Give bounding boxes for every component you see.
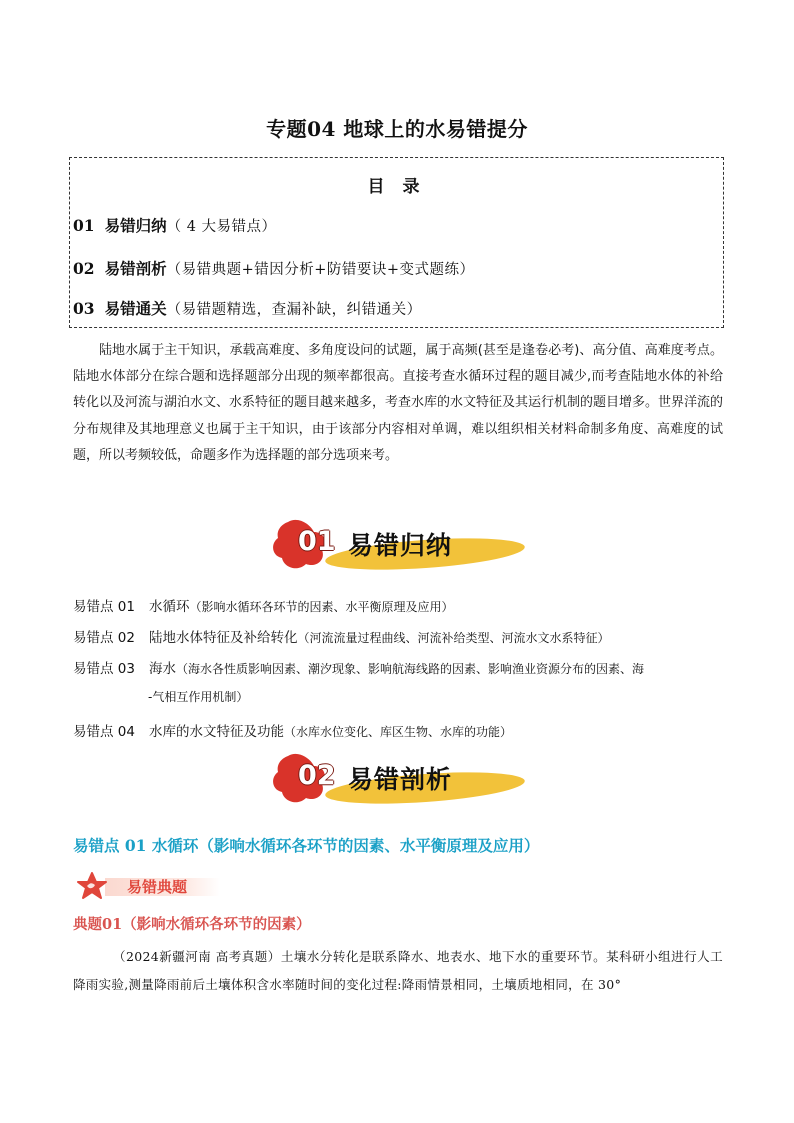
toc-row-label: 易错归纳: [104, 216, 167, 235]
toc-row-desc: （易错题精选，查漏补缺，纠错通关）: [166, 302, 422, 318]
error-point-desc: （影响水循环各环节的因素、水平衡原理及应用）: [189, 600, 454, 614]
example-body: （2024新疆河南 高考真题）土壤水分转化是联系降水、地表水、地下水的重要环节。某科研小组进行人工降雨实验,测量降雨前后土壤体积含水率随时间的变化过程:降雨情景相同，土壤质地相同，在 30°: [73, 949, 723, 992]
page-title: 专题04 地球上的水易错提分: [266, 117, 528, 141]
banner-title: 易错归纳: [348, 531, 453, 560]
error-point-key: 易错点 01: [73, 599, 135, 615]
error-point-name: 水循环: [149, 599, 190, 615]
section-heading: 易错点 01 水循环（影响水循环各环节的因素、水平衡原理及应用）: [73, 836, 540, 855]
error-point-desc: （水库水位变化、库区生物、水库的功能）: [284, 725, 513, 739]
error-point-name: 陆地水体特征及补给转化: [149, 630, 298, 646]
error-point-desc: （海水各性质影响因素、潮汐现象、影响航海线路的因素、影响渔业资源分布的因素、海: [176, 662, 645, 676]
error-point-02: [73, 626, 610, 646]
typical-question-tag: [75, 872, 220, 898]
error-point-name: 水库的水文特征及功能: [149, 724, 284, 740]
example-title: 典题01（影响水循环各环节的因素）: [73, 916, 311, 933]
section-banner-01: [270, 518, 540, 570]
toc-row-num: 02: [73, 259, 95, 278]
error-point-03: [73, 657, 644, 677]
toc-row-label: 易错通关: [104, 299, 167, 318]
error-point-name: 海水: [149, 661, 176, 677]
error-point-key: 易错点 04: [73, 724, 135, 740]
toc-row-num: 03: [73, 299, 95, 318]
toc-row-desc: （ 4 大易错点）: [166, 219, 277, 235]
error-point-key: 易错点 03: [73, 661, 135, 677]
banner-title: 易错剖析: [348, 765, 453, 794]
error-point-04: [73, 720, 512, 740]
error-point-desc: （河流流量过程曲线、河流补给类型、河流水文水系特征）: [297, 631, 610, 645]
toc-row-label: 易错剖析: [104, 259, 167, 278]
error-point-01: [73, 595, 454, 615]
banner-number: 02: [298, 760, 336, 791]
toc-row-num: 01: [73, 216, 95, 235]
intro-paragraph: 陆地水属于主干知识，承载高难度、多角度设问的试题，属于高频(甚至是逢卷必考)、高分值、高难度考点。陆地水体部分在综合题和选择题部分出现的频率都很高。直接考查水循环过程的题目减少,而考查陆地水体的补给转化以及河流与湖泊水文、水系特征的题目越来越多，考查水库的水文特征及其运行机制的题目增多。世界洋流的分布规律及其地理意义也属于主干知识，由于该部分内容相对单调，难以组织相关材料命制多角度、高难度的试题，所以考频较低，命题多作为选择题的部分选项来考。: [73, 343, 724, 463]
star-icon: [75, 872, 109, 900]
toc-heading: 目 录: [367, 177, 426, 197]
section-banner-02: [270, 752, 540, 804]
toc-row-01: [73, 214, 277, 236]
typical-question-label: 易错典题: [127, 878, 188, 896]
error-point-key: 易错点 02: [73, 630, 135, 646]
toc-row-02: [73, 257, 475, 279]
error-point-03-continuation: -气相互作用机制）: [148, 690, 249, 704]
banner-number: 01: [298, 526, 336, 557]
toc-row-desc: （易错典题+错因分析+防错要诀+变式题练）: [166, 262, 475, 278]
toc-row-03: [73, 297, 422, 319]
